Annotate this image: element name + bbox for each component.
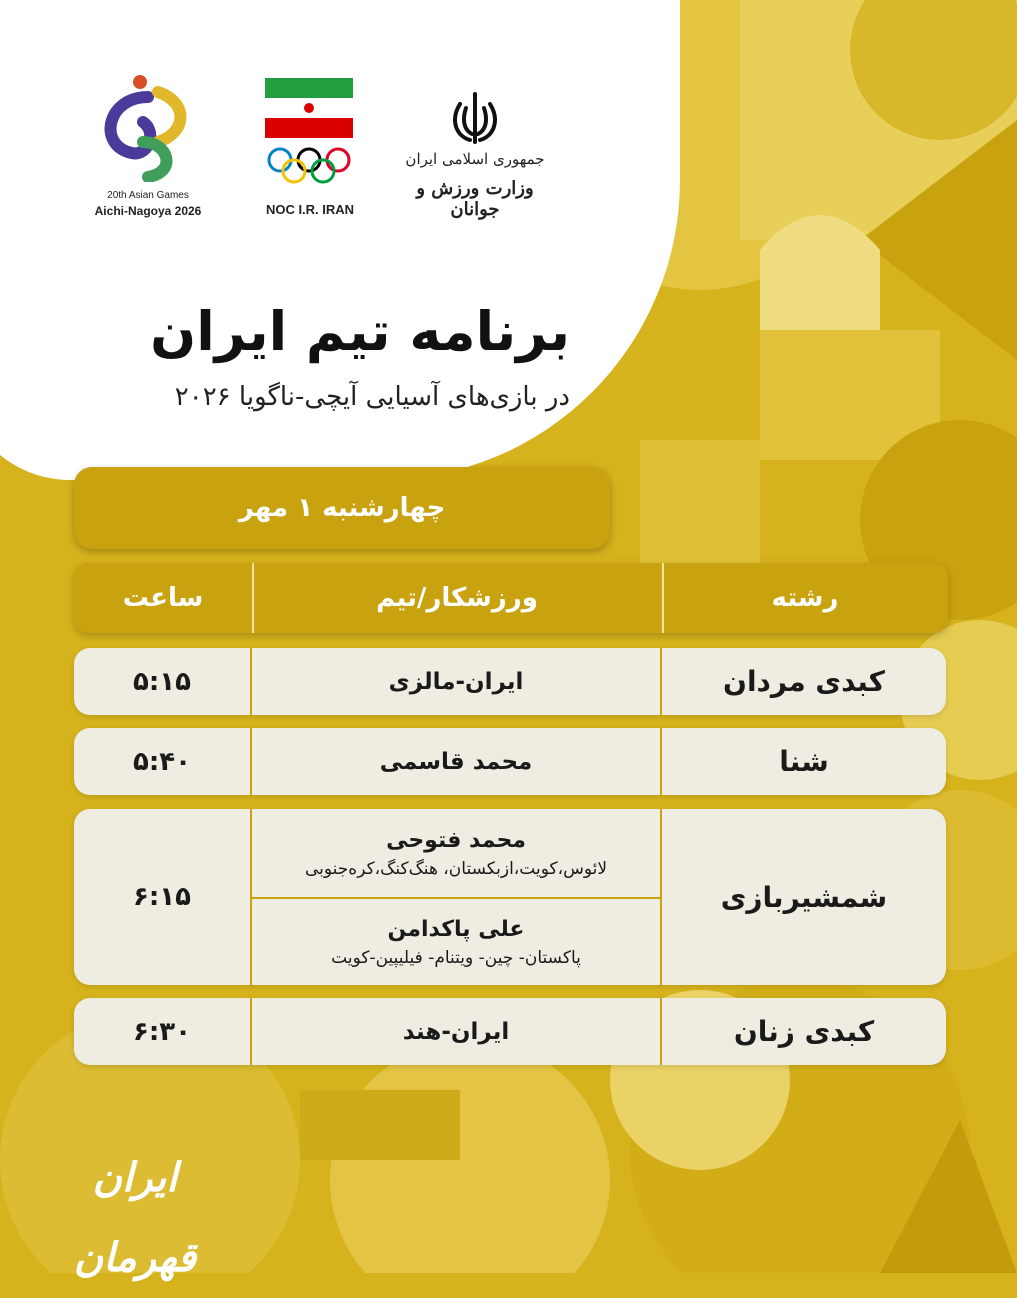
athlete-name: محمد فتوحی bbox=[386, 827, 526, 853]
noc-iran-logo bbox=[255, 76, 365, 221]
table-header bbox=[74, 563, 948, 633]
row-time: ۶:۱۵ bbox=[133, 882, 192, 912]
ministry-line-2: وزارت ورزش و جوانان bbox=[416, 178, 534, 220]
brand-logo: ایران قهرمان bbox=[73, 1154, 197, 1281]
page-title: برنامه تیم ایران bbox=[150, 300, 570, 363]
row-divider bbox=[250, 648, 252, 715]
row-athlete: ایران-هند bbox=[402, 1018, 510, 1045]
header-time: ساعت bbox=[122, 583, 204, 613]
row-discipline: کبدی زنان bbox=[733, 1015, 875, 1048]
header-discipline: رشته bbox=[771, 583, 839, 613]
iran-flag-olympic-rings-icon bbox=[255, 76, 365, 202]
page-subtitle: در بازی‌های آسیایی آیچی-ناگویا ۲۰۲۶ bbox=[174, 382, 570, 412]
row-divider bbox=[250, 809, 252, 985]
date-banner: چهارشنبه ۱ مهر bbox=[74, 467, 610, 549]
header-divider bbox=[662, 563, 664, 633]
header-athlete: ورزشکار/تیم bbox=[376, 583, 538, 613]
row-divider bbox=[660, 809, 662, 985]
fencing-entry-2 bbox=[252, 899, 660, 985]
athlete-name: علی پاکدامن bbox=[387, 916, 525, 942]
iran-emblem-icon bbox=[390, 90, 560, 146]
row-divider bbox=[250, 998, 252, 1065]
row-discipline: شنا bbox=[779, 745, 829, 778]
row-divider bbox=[660, 648, 662, 715]
asian-games-caption-1: 20th Asian Games bbox=[107, 190, 189, 201]
fencing-entry-1 bbox=[252, 809, 660, 897]
table-row bbox=[74, 648, 946, 715]
table-row bbox=[74, 809, 946, 985]
table-row bbox=[74, 998, 946, 1065]
row-divider bbox=[660, 728, 662, 795]
row-divider bbox=[250, 728, 252, 795]
header-divider bbox=[252, 563, 254, 633]
opponents: لائوس،کویت،ازبکستان، هنگ‌کنگ،کره‌جنوبی bbox=[304, 858, 608, 879]
row-divider bbox=[660, 998, 662, 1065]
row-discipline: کبدی مردان bbox=[723, 665, 885, 698]
asian-games-emblem-icon bbox=[88, 72, 208, 182]
opponents: پاکستان- چین- ویتنام- فیلیپین-کویت bbox=[331, 947, 581, 968]
row-athlete: ایران-مالزی bbox=[388, 668, 524, 695]
ministry-sports-logo bbox=[390, 90, 560, 220]
row-discipline: شمشیربازی bbox=[720, 880, 888, 914]
row-time: ۵:۱۵ bbox=[133, 666, 192, 697]
row-time: ۵:۴۰ bbox=[133, 746, 192, 777]
row-time: ۶:۳۰ bbox=[133, 1016, 192, 1047]
ministry-line-1: جمهوری اسلامی ایران bbox=[405, 150, 545, 168]
table-row bbox=[74, 728, 946, 795]
row-athlete: محمد قاسمی bbox=[379, 748, 533, 775]
asian-games-logo bbox=[88, 72, 208, 222]
asian-games-caption-2: Aichi-Nagoya 2026 bbox=[94, 204, 202, 218]
noc-caption: NOC I.R. IRAN bbox=[265, 202, 355, 217]
